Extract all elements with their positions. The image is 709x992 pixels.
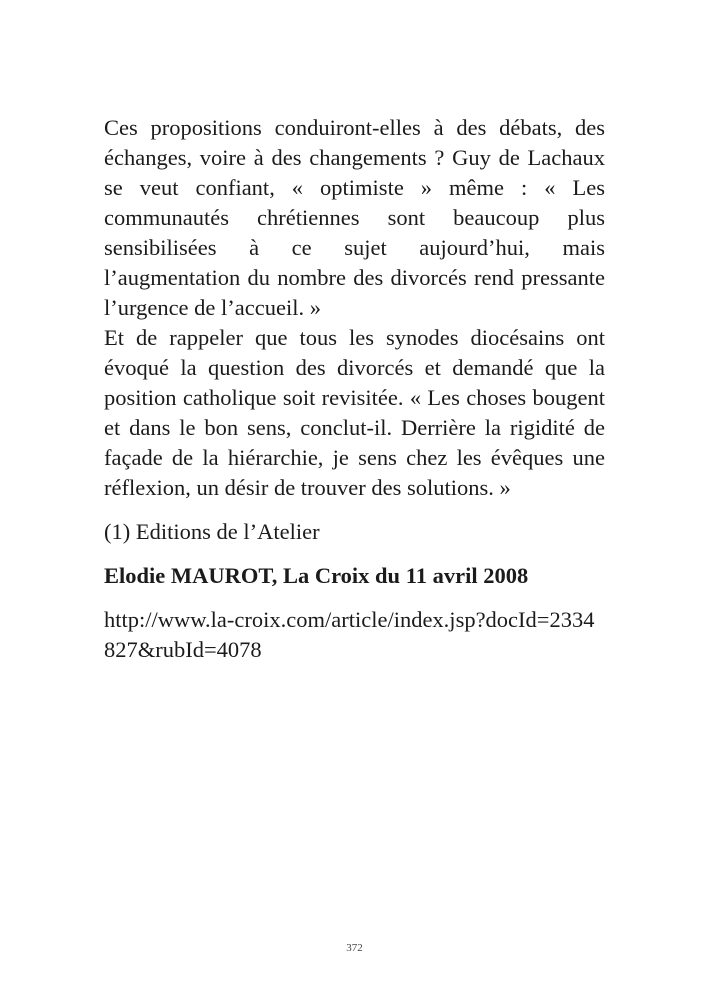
footnote: (1) Editions de l’Atelier — [104, 519, 320, 544]
paragraph-2: Et de rappeler que tous les synodes diocésains ont évoqué la question des divorcés et demandé que la position catholique soit revisitée. « Les choses bougent et dans le bon sens, conclut-il. Derrière la rigidité de façade de la hiérarchie, je sens chez les évêques une réflexion, un désir de trouver des solutions. » — [104, 325, 605, 500]
article-body — [104, 113, 605, 665]
paragraph-1: Ces propositions conduiront-elles à des débats, des échanges, voire à des changements ? Guy de Lachaux se veut confiant, « optimiste » même : « Les communautés chrétiennes sont beaucoup plus sensibilisées à ce sujet aujourd’hui, mais l’augmentation du nombre des divorcés rend pressante l’urgence de l’accueil. » — [104, 115, 605, 320]
author-credit: Elodie MAUROT, La Croix du 11 avril 2008 — [104, 563, 529, 588]
page-number: 372 — [346, 942, 363, 954]
source-url: http://www.la-croix.com/article/index.jsp?docId=2334827&rubId=4078 — [104, 607, 595, 662]
